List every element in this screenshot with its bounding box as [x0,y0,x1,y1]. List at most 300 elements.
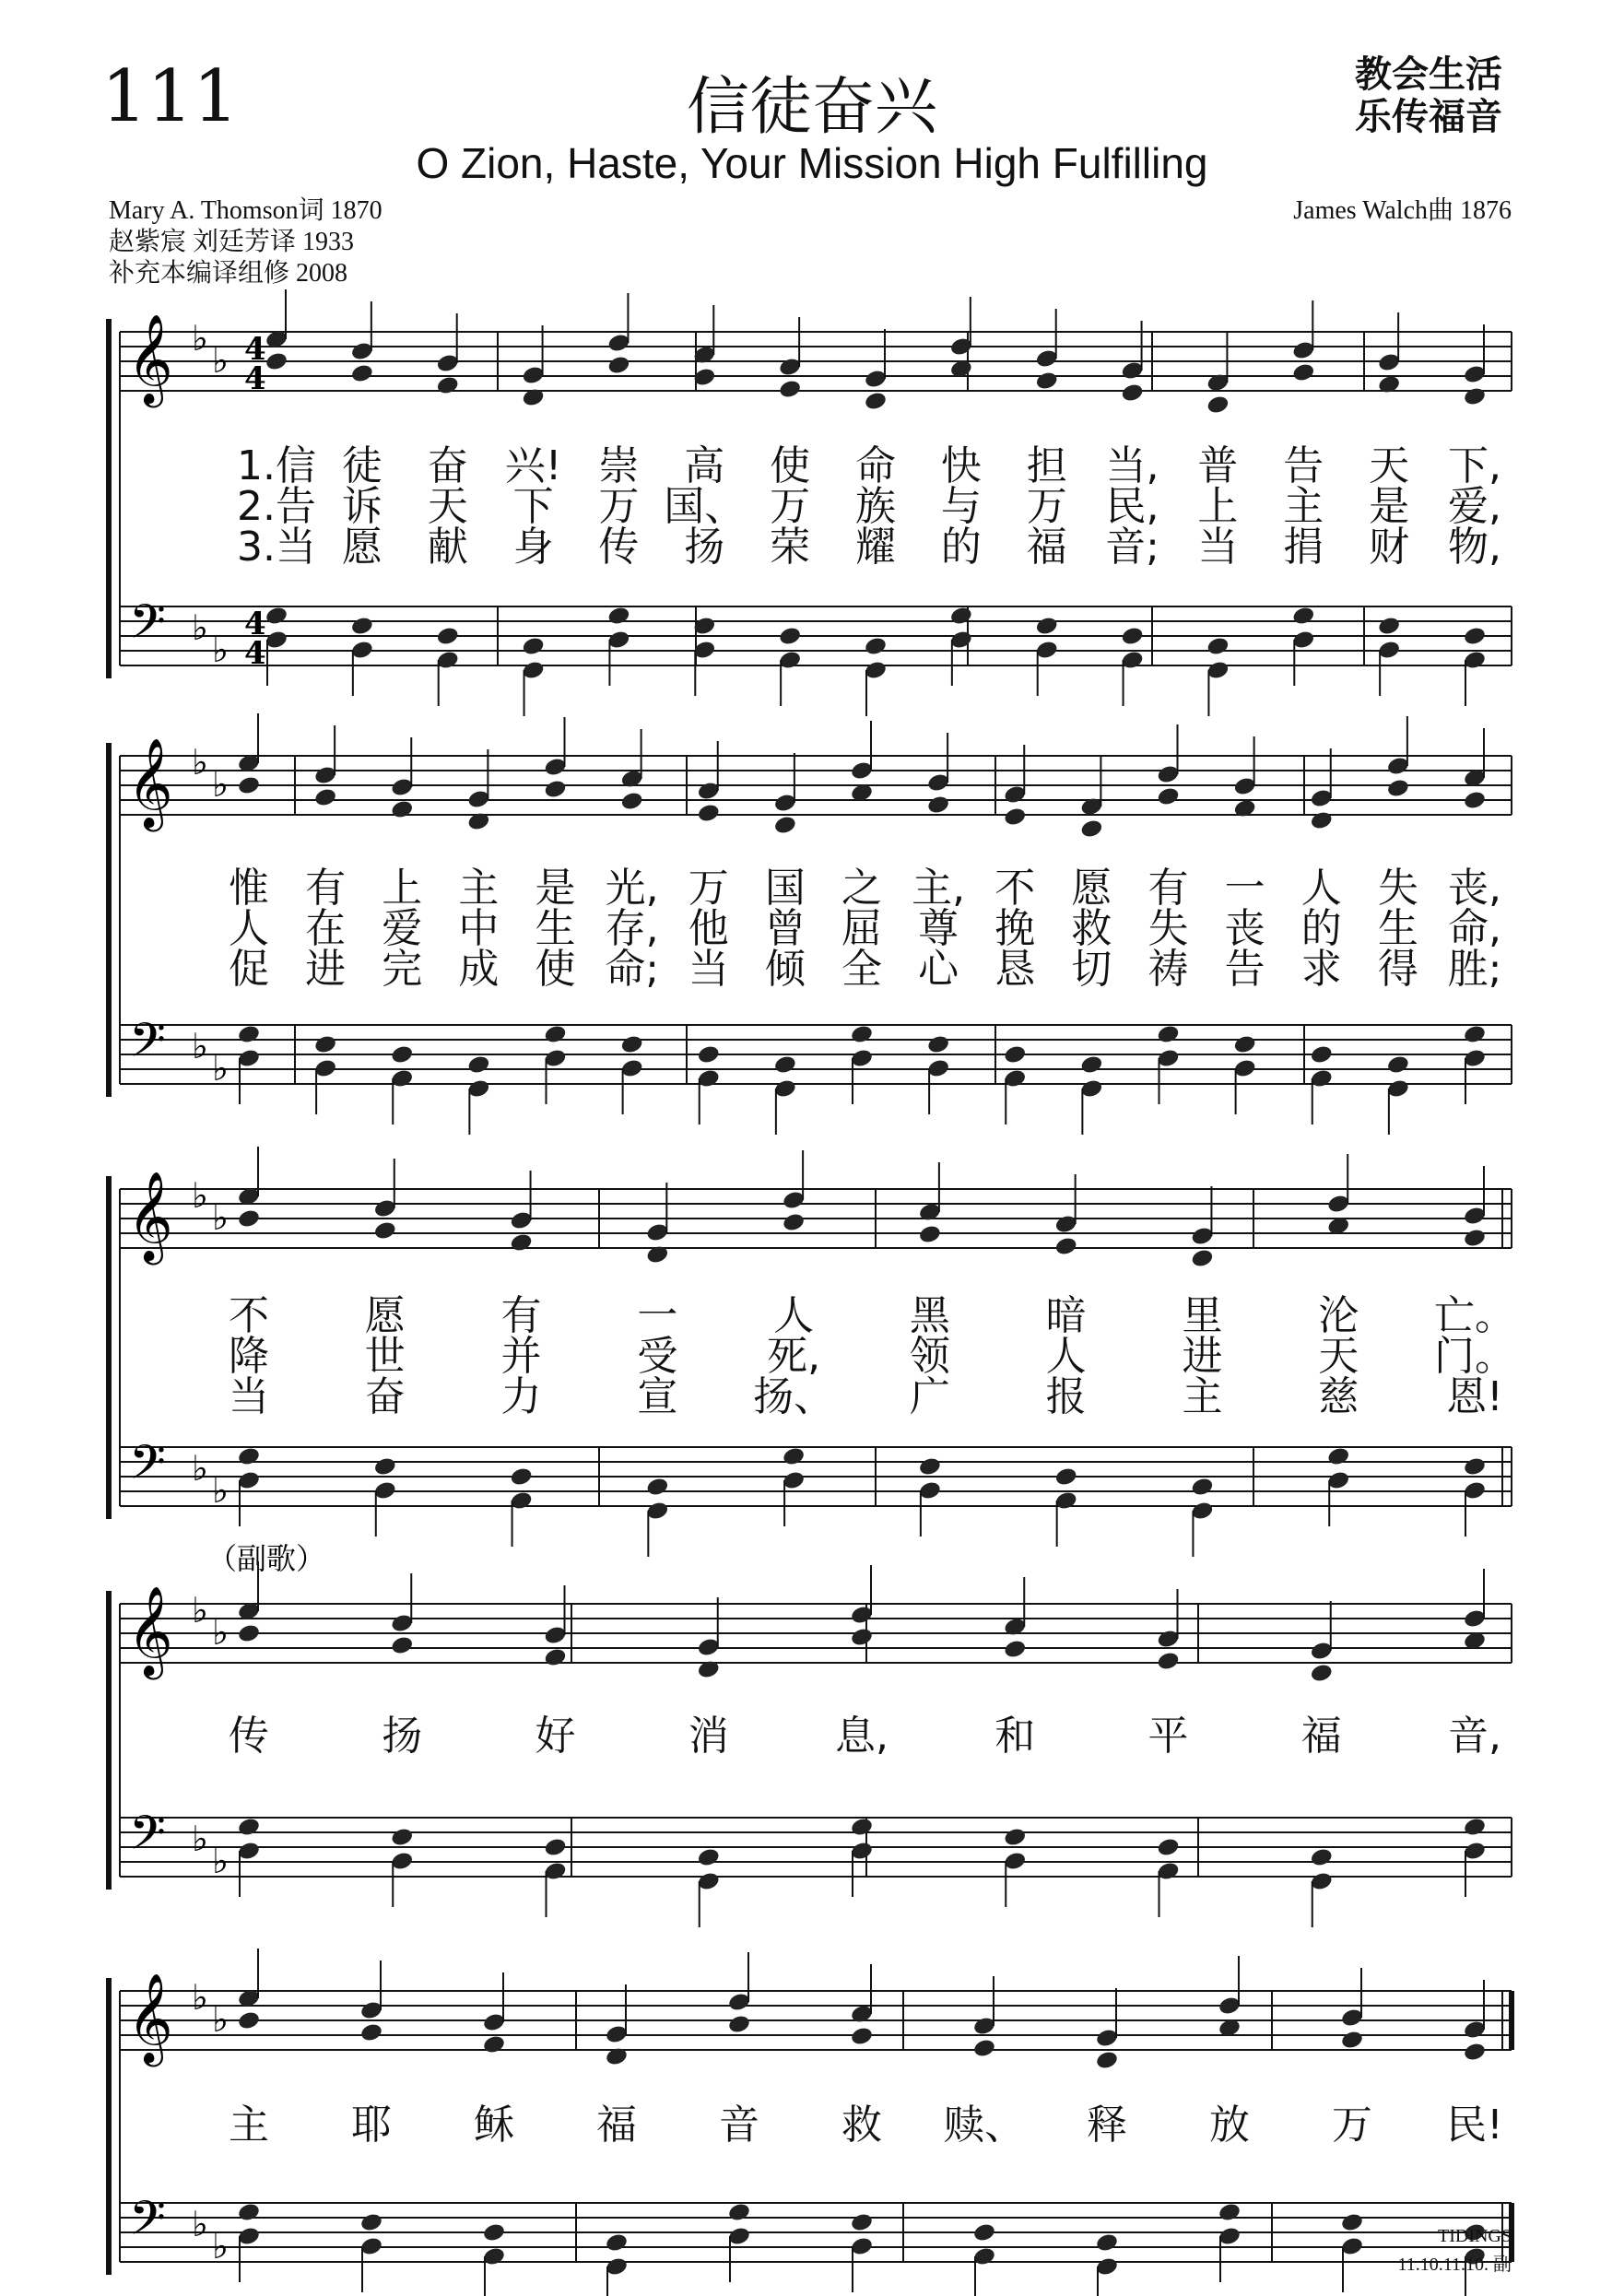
notehead [1095,2050,1119,2071]
notehead [1003,1044,1027,1066]
lyric-syllable: 当 [229,1373,269,1420]
notehead [373,1456,397,1478]
flat-icon: ♭ [192,742,208,783]
notehead [949,606,973,627]
notehead [697,1847,721,1868]
lyric-syllable: 死, [767,1333,821,1380]
lyric-syllable: 音 [719,2102,759,2149]
treble-clef-icon: 𝄞 [127,1972,173,2063]
lyric-syllable: 全 [841,946,882,993]
notehead [1035,371,1059,392]
notehead [1120,383,1144,404]
lyric-syllable: 有 [500,1292,542,1339]
notehead [850,2212,874,2233]
refrain-label: （副歌） [207,1541,326,1576]
notehead [1463,790,1487,811]
lyric-syllable: 捐 [1283,524,1324,571]
notehead [237,1446,261,1467]
notehead [509,1466,533,1488]
lyric-syllable: 财 [1369,524,1410,571]
system-3 [109,1147,1515,1557]
lyric-syllable: 下, [1448,442,1501,489]
lyric-syllable: 兴! [504,442,562,489]
bass-clef-icon: 𝄢 [129,1434,166,1501]
time-signature-denominator: 4 [244,360,266,397]
lyric-syllable: 不 [994,865,1036,912]
notehead [1291,606,1315,627]
category-line-1: 教会生活 [1355,53,1502,96]
flat-icon: ♭ [212,1841,229,1881]
notehead [850,1627,874,1648]
lyric-syllable: 主, [912,865,966,912]
lyric-syllable: 稣 [474,2102,514,2149]
lyric-syllable: 奋 [364,1373,406,1420]
notehead [1377,616,1401,637]
notehead [1310,1663,1334,1684]
lyric-syllable: 慈 [1318,1373,1359,1420]
lyric-syllable: 传 [229,1713,269,1760]
notehead [1463,1817,1487,1838]
lyric-syllable: 当, [1105,442,1159,489]
lyric-syllable: 受 [637,1333,678,1380]
lyric-syllable: 一 [1224,865,1265,912]
lyric-syllable: 存, [605,905,659,952]
notehead [926,1034,950,1055]
lyric-syllable: 荣 [770,524,811,571]
lyric-syllable: 国、 [664,483,746,530]
lyric-syllable: 天 [1369,442,1410,489]
lyric-syllable: 一 [637,1292,678,1339]
lyric-syllable: 黑 [909,1292,950,1339]
bass-clef-icon: 𝄢 [129,594,166,661]
lyric-syllable: 告 [1224,946,1265,993]
lyric-syllable: 挽 [994,905,1036,952]
flat-icon: ♭ [212,1612,229,1653]
notehead [850,2026,874,2047]
notehead [1156,1024,1180,1045]
notehead [645,1477,669,1498]
lyric-syllable: 崇 [598,442,640,489]
lyric-syllable: 民, [1105,483,1159,530]
notehead [436,375,460,396]
lyric-syllable: 暗 [1045,1292,1087,1339]
lyric-syllable: 人 [773,1292,815,1339]
lyric-syllable: 与 [940,483,982,530]
lyric-syllable: 福 [1300,1713,1342,1760]
lyric-syllable: 屈 [841,905,882,952]
lyric-syllable: 并 [500,1333,542,1380]
flat-icon: ♭ [192,1977,208,2018]
notehead [778,379,802,400]
lyric-syllable: 得 [1377,946,1418,993]
lyric-syllable: 他 [688,905,729,952]
lyric-syllable: 进 [1182,1333,1223,1380]
notehead [1079,818,1103,840]
lyric-syllable: 物, [1448,524,1501,571]
lyric-syllable: 音; [1105,524,1159,571]
lyric-syllable: 祷 [1147,946,1189,993]
notehead [543,779,567,800]
flat-icon: ♭ [192,1026,208,1066]
lyric-syllable: 救 [1071,905,1112,952]
lyric-syllable: 扬 [382,1713,423,1760]
lyric-syllable: 人 [1300,865,1342,912]
lyric-syllable: 里 [1182,1292,1223,1339]
category-line-2: 乐传福音 [1355,96,1502,138]
lyric-syllable: 命 [855,442,896,489]
notehead [1291,362,1315,383]
notehead [697,1044,721,1066]
notehead [1120,626,1144,647]
notehead [1003,807,1027,828]
lyric-syllable: 广 [909,1373,950,1420]
notehead [543,1024,567,1045]
lyric-syllable: 福 [596,2102,637,2149]
notehead [1054,1236,1078,1257]
flat-icon: ♭ [192,607,208,648]
lyric-syllable: 倾 [764,946,806,993]
notehead [1206,394,1230,416]
flat-icon: ♭ [212,630,229,670]
credit-revision: 补充本编译组修 2008 [109,259,348,288]
lyric-syllable: 主 [1283,483,1324,530]
notehead [1206,636,1230,657]
notehead [918,1224,942,1245]
lyric-syllable: 生 [1377,905,1418,952]
lyric-syllable: 是 [1369,483,1410,530]
notehead [727,2202,751,2223]
flat-icon: ♭ [212,1048,229,1089]
lyric-syllable: 当 [1197,524,1239,571]
notehead [390,1044,414,1066]
notehead [727,2014,751,2035]
flat-icon: ♭ [212,340,229,381]
lyric-syllable: 消 [688,1713,729,1760]
notehead [1035,616,1059,637]
notehead [850,1817,874,1838]
lyric-syllable: 之 [841,865,882,912]
lyric-syllable: 传 [598,524,640,571]
lyric-syllable: 放 [1209,2102,1250,2149]
notehead [1095,2232,1119,2254]
flat-icon: ♭ [212,1470,229,1511]
lyric-syllable: 心 [918,946,959,993]
notehead [237,2202,261,2223]
lyric-syllable: 万 [1332,2102,1372,2149]
lyric-syllable: 主 [458,865,500,912]
lyric-syllable: 进 [305,946,347,993]
notehead [1003,1827,1027,1848]
lyric-syllable: 丧 [1224,905,1265,952]
notehead [237,1024,261,1045]
tune-name: TIDINGS [1438,2226,1512,2246]
notehead [237,1817,261,1838]
notehead [350,363,374,384]
lyric-syllable: 爱 [382,905,423,952]
lyric-syllable: 恳 [994,946,1036,993]
lyric-syllable: 惟 [229,865,269,912]
notehead [1003,1639,1027,1660]
notehead [1156,1837,1180,1858]
notehead [543,1647,567,1668]
notehead [1463,1228,1487,1249]
notehead [1218,2202,1242,2223]
lyric-syllable: 和 [994,1713,1036,1760]
lyric-syllable: 丧, [1448,865,1501,912]
lyric-syllable: 耀 [855,524,896,571]
notehead [1233,1034,1257,1055]
lyric-syllable: 人 [1045,1333,1087,1380]
lyric-syllable: 愿 [341,524,382,571]
system-4 [109,1541,1512,1927]
notehead [265,351,288,372]
lyric-syllable: 平 [1147,1713,1189,1760]
meter: 11.10.11.10. 副 [1397,2255,1512,2275]
notehead [265,606,288,627]
flat-icon: ♭ [192,1590,208,1631]
notehead [782,1446,806,1467]
notehead [482,2222,506,2243]
lyric-syllable: 力 [500,1373,542,1420]
notehead [1463,2042,1487,2063]
lyric-syllable: 爱, [1448,483,1501,530]
notehead [237,775,261,796]
lyric-syllable: 诉 [341,483,382,530]
notehead [237,2010,261,2031]
lyric-syllable: 族 [855,483,896,530]
lyric-syllable: 献 [427,524,468,571]
notehead [1156,786,1180,807]
lyric-syllable: 万 [598,483,640,530]
lyric-syllable: 中 [458,905,500,952]
notehead [390,1827,414,1848]
lyric-syllable: 扬 [684,524,725,571]
lyric-syllable: 1.信 [237,442,316,489]
notehead [1190,1477,1214,1498]
lyric-syllable: 好 [535,1713,576,1760]
lyric-syllable: 有 [305,865,347,912]
hymn-title-english: O Zion, Haste, Your Mission High Fulfilling [416,139,1208,187]
flat-icon: ♭ [192,1175,208,1216]
lyric-syllable: 报 [1045,1373,1087,1420]
credit-translators: 赵紫宸 刘廷芳译 1933 [109,228,355,256]
lyric-syllable: 曾 [764,905,806,952]
notehead [926,795,950,816]
lyric-syllable: 天 [427,483,468,530]
notehead [436,626,460,647]
time-signature-denominator: 4 [244,635,266,672]
notehead [782,1212,806,1233]
time-signature-numerator: 4 [244,331,266,368]
notehead [313,1034,337,1055]
bass-clef-icon: 𝄢 [129,1805,166,1872]
notehead [773,815,797,836]
lyric-syllable: 使 [535,946,576,993]
lyric-syllable: 奋 [427,442,468,489]
hymn-number: 111 [101,55,239,138]
lyric-syllable: 主 [229,2102,269,2149]
notehead [1054,1466,1078,1488]
flat-icon: ♭ [192,318,208,359]
lyric-syllable: 愿 [1071,865,1112,912]
notehead [237,1208,261,1230]
lyric-syllable: 不 [229,1292,269,1339]
lyric-syllable: 领 [909,1333,950,1380]
notehead [918,1456,942,1478]
flat-icon: ♭ [192,1448,208,1489]
notehead [778,626,802,647]
notehead [521,636,545,657]
notehead [1340,2030,1364,2051]
flat-icon: ♭ [212,1197,229,1238]
lyric-syllable: 万 [770,483,811,530]
notehead [1310,810,1334,831]
treble-clef-icon: 𝄞 [127,1171,173,1261]
lyric-syllable: 沦 [1318,1292,1359,1339]
flat-icon: ♭ [212,2226,229,2267]
lyric-syllable: 失 [1377,865,1418,912]
lyric-syllable: 人 [229,905,269,952]
bass-clef-icon: 𝄢 [129,2190,166,2257]
notehead [620,791,644,812]
notehead [606,606,630,627]
lyric-syllable: 亡。 [1434,1292,1515,1339]
lyric-syllable: 普 [1197,442,1239,489]
flat-icon: ♭ [192,2204,208,2244]
lyric-syllable: 主 [1182,1373,1223,1420]
notehead [1386,1054,1410,1076]
lyric-syllable: 身 [512,524,554,571]
notehead [605,2232,629,2254]
notehead [482,2034,506,2055]
lyric-syllable: 息, [835,1713,888,1760]
lyric-syllable: 的 [940,524,982,571]
notehead [390,799,414,820]
notehead [390,1635,414,1656]
lyric-syllable: 有 [1147,865,1189,912]
treble-clef-icon: 𝄞 [127,1585,173,1676]
lyric-syllable: 万 [1026,483,1067,530]
lyric-syllable: 宣 [637,1373,678,1420]
lyric-syllable: 完 [382,946,423,993]
lyric-syllable: 求 [1300,946,1342,993]
notehead [1190,1248,1214,1269]
notehead [972,2038,996,2059]
flat-icon: ♭ [212,764,229,805]
notehead [1156,1651,1180,1672]
lyric-syllable: 高 [684,442,725,489]
lyric-syllable: 世 [364,1333,406,1380]
lyric-syllable: 命, [1448,905,1501,952]
notehead [359,2022,383,2043]
lyric-syllable: 光, [605,865,659,912]
notehead [864,636,888,657]
lyric-syllable: 胜; [1447,946,1502,993]
notehead [864,391,888,412]
lyric-syllable: 恩! [1446,1373,1503,1420]
lyric-syllable: 2.告 [237,483,316,530]
lyric-syllable: 耶 [351,2102,392,2149]
lyric-syllable: 失 [1147,905,1189,952]
notehead [350,616,374,637]
notehead [1463,626,1487,647]
lyric-syllable: 国 [764,865,806,912]
notehead [543,1837,567,1858]
notehead [237,1623,261,1644]
lyric-syllable: 降 [229,1333,269,1380]
notehead [466,1054,490,1076]
lyric-syllable: 福 [1026,524,1067,571]
treble-clef-icon: 𝄞 [127,737,173,828]
lyric-syllable: 尊 [918,905,959,952]
notehead [1340,2212,1364,2233]
lyric-syllable: 下 [512,483,554,530]
lyric-syllable: 音, [1448,1713,1501,1760]
notehead [359,2212,383,2233]
notehead [697,803,721,824]
lyric-syllable: 民! [1446,2102,1503,2149]
lyric-syllable: 命; [605,946,660,993]
lyric-syllable: 门。 [1434,1333,1515,1380]
lyric-syllable: 天 [1318,1333,1359,1380]
lyric-syllable: 快 [940,442,982,489]
notehead [1310,1847,1334,1868]
lyric-syllable: 担 [1026,442,1067,489]
notehead [1310,1044,1334,1066]
lyric-syllable: 3.当 [237,524,316,571]
lyric-syllable: 愿 [364,1292,406,1339]
hymn-title-chinese: 信徒奋兴 [686,71,937,144]
notehead [773,1054,797,1076]
lyric-syllable: 使 [770,442,811,489]
lyric-syllable: 救 [841,2102,882,2149]
notehead [850,1024,874,1045]
flat-icon: ♭ [192,1819,208,1859]
credit-music: James Walch曲 1876 [1293,196,1512,225]
notehead [1463,1024,1487,1045]
lyric-syllable: 是 [535,865,576,912]
lyric-syllable: 生 [535,905,576,952]
flat-icon: ♭ [212,1999,229,2040]
lyric-syllable: 上 [382,865,423,912]
lyric-syllable: 当 [688,946,729,993]
lyric-syllable: 赎、 [944,2102,1025,2149]
lyric-syllable: 上 [1197,483,1239,530]
notehead [373,1220,397,1242]
notehead [509,1232,533,1254]
lyric-syllable: 促 [229,946,269,993]
lyric-syllable: 徒 [341,442,382,489]
system-2 [109,713,1512,1135]
notehead [1386,778,1410,799]
lyric-syllable: 万 [688,865,729,912]
notehead [1463,1456,1487,1478]
time-signature-numerator: 4 [244,606,266,642]
lyric-syllable: 在 [305,905,347,952]
notehead [313,787,337,808]
notehead [1079,1054,1103,1076]
lyric-syllable: 扬、 [753,1373,835,1420]
bass-clef-icon: 𝄢 [129,1012,166,1079]
lyric-syllable: 的 [1300,905,1342,952]
notehead [1326,1446,1350,1467]
notehead [606,355,630,376]
notehead [620,1034,644,1055]
lyric-syllable: 释 [1087,2102,1127,2149]
lyric-syllable: 切 [1071,946,1112,993]
notehead [1463,386,1487,407]
system-5 [109,1949,1512,2296]
